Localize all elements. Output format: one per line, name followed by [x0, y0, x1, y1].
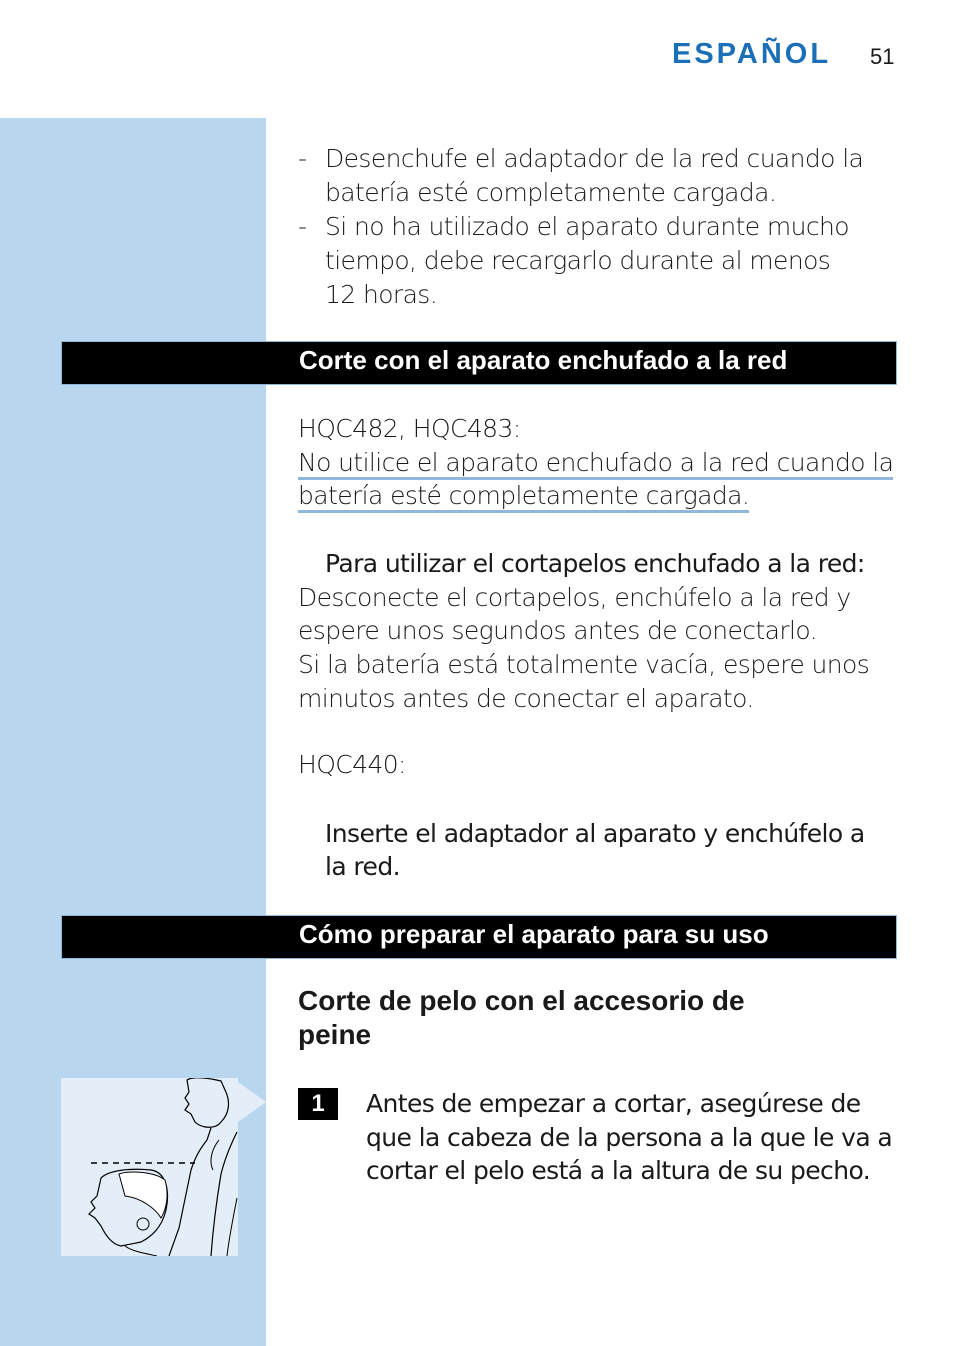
warning-text: No utilice el aparato enchufado a la red cuando la — [298, 448, 893, 480]
language-label: ESPAÑOL — [672, 38, 832, 70]
bullet-line: Desenchufe el adaptador de la red cuando la — [325, 144, 864, 173]
section-title: Cómo preparar el aparato para su uso — [299, 919, 769, 949]
instruction-line: la red. — [325, 852, 400, 881]
subsection-title-line: Corte de pelo con el accesorio de — [298, 985, 745, 1016]
section-title: Corte con el aparato enchufado a la red — [299, 345, 788, 375]
illustration-panel — [61, 1078, 238, 1256]
body-line: Desconecte el cortapelos, enchúfelo a la red y — [298, 583, 851, 612]
body-line: espere unos segundos antes de conectarlo. — [298, 616, 817, 645]
section-header-bar — [61, 341, 897, 385]
step-number-badge: 1 — [298, 1088, 338, 1120]
illustration-pointer — [238, 1082, 266, 1122]
haircut-illustration — [61, 1078, 238, 1256]
warning-text: batería esté completamente cargada. — [298, 481, 749, 513]
bullet-dash: - — [298, 212, 307, 241]
bullet-line: 12 horas. — [325, 280, 438, 309]
warning-line — [298, 479, 749, 513]
step-line: cortar el pelo está a la altura de su pecho. — [366, 1156, 871, 1185]
bullet-dash: - — [298, 144, 307, 173]
body-line: Si la batería está totalmente vacía, espere unos — [298, 650, 870, 679]
section-header-bar — [61, 915, 897, 959]
model-label: HQC440: — [298, 750, 406, 779]
instruction-line: Inserte el adaptador al aparato y enchúfelo a — [325, 819, 865, 848]
bullet-line: tiempo, debe recargarlo durante al menos — [325, 246, 831, 275]
subsection-title-line: peine — [298, 1019, 372, 1050]
model-label: HQC482, HQC483: — [298, 414, 521, 443]
bullet-line: Si no ha utilizado el aparato durante mucho — [325, 212, 849, 241]
subsection-title — [298, 984, 745, 1052]
bullet-line: batería esté completamente cargada. — [325, 178, 777, 207]
step-line: que la cabeza de la persona a la que le va a — [366, 1123, 893, 1152]
step-line: Antes de empezar a cortar, asegúrese de — [366, 1089, 861, 1118]
page-number: 51 — [870, 44, 895, 69]
warning-line — [298, 446, 893, 480]
instruction-text: Para utilizar el cortapelos enchufado a la red: — [325, 549, 865, 578]
body-line: minutos antes de conectar el aparato. — [298, 684, 754, 713]
